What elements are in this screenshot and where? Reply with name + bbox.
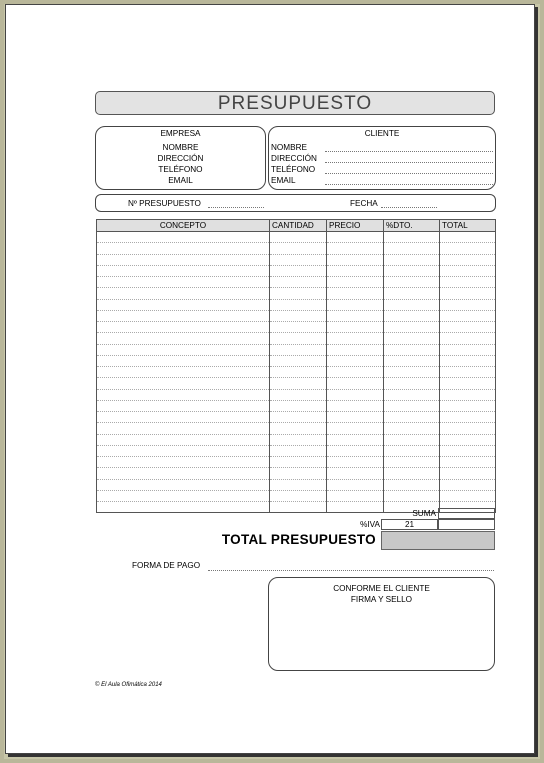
table-cell[interactable] [97, 479, 270, 490]
col-precio: PRECIO [327, 220, 384, 232]
empresa-field-email: EMAIL [168, 176, 193, 185]
table-cell[interactable] [440, 344, 496, 355]
table-cell[interactable] [440, 355, 496, 366]
table-row [97, 468, 496, 479]
table-cell[interactable] [270, 367, 327, 378]
table-row [97, 378, 496, 389]
table-cell[interactable] [384, 479, 440, 490]
page-title: PRESUPUESTO [95, 91, 495, 115]
table-cell[interactable] [97, 265, 270, 276]
table-cell[interactable] [327, 333, 384, 344]
document-page [5, 4, 535, 754]
table-cell[interactable] [270, 344, 327, 355]
table-cell[interactable] [270, 333, 327, 344]
total-presupuesto-label: TOTAL PRESUPUESTO [221, 532, 376, 547]
table-cell[interactable] [440, 412, 496, 423]
table-cell[interactable] [97, 502, 270, 513]
table-cell[interactable] [97, 310, 270, 321]
table-cell[interactable] [97, 367, 270, 378]
table-cell[interactable] [327, 265, 384, 276]
table-cell[interactable] [97, 490, 270, 501]
table-row [97, 490, 496, 501]
table-cell[interactable] [440, 299, 496, 310]
table-cell[interactable] [97, 344, 270, 355]
table-cell[interactable] [327, 490, 384, 501]
table-cell[interactable] [384, 288, 440, 299]
table-cell[interactable] [327, 423, 384, 434]
items-body [97, 232, 496, 513]
table-cell[interactable] [384, 445, 440, 456]
table-cell[interactable] [327, 468, 384, 479]
table-cell[interactable] [97, 389, 270, 400]
table-cell[interactable] [440, 457, 496, 468]
table-cell[interactable] [97, 457, 270, 468]
cliente-field-telefono: TELÉFONO [271, 165, 316, 174]
iva-label: %IVA [360, 520, 380, 529]
suma-label: SUMA [412, 509, 436, 518]
copyright-footer: © El Aula Ofimática 2014 [95, 682, 162, 688]
iva-total-cell[interactable] [438, 519, 495, 530]
table-cell[interactable] [327, 288, 384, 299]
table-cell[interactable] [97, 412, 270, 423]
suma-value-cell[interactable] [438, 508, 495, 519]
table-row [97, 412, 496, 423]
table-cell[interactable] [440, 265, 496, 276]
table-cell[interactable] [270, 445, 327, 456]
conforme-line2: FIRMA Y SELLO [350, 595, 413, 604]
table-cell[interactable] [327, 457, 384, 468]
table-row [97, 355, 496, 366]
table-cell[interactable] [384, 243, 440, 254]
total-presupuesto-value[interactable] [381, 531, 495, 550]
items-table [96, 219, 496, 513]
table-cell[interactable] [270, 243, 327, 254]
table-row [97, 254, 496, 265]
table-cell[interactable] [384, 299, 440, 310]
table-cell[interactable] [270, 468, 327, 479]
table-cell[interactable] [97, 277, 270, 288]
table-cell[interactable] [327, 367, 384, 378]
empresa-field-nombre: NOMBRE [162, 143, 199, 152]
budget-meta-bar [95, 194, 496, 212]
table-cell[interactable] [384, 344, 440, 355]
table-cell[interactable] [440, 434, 496, 445]
table-cell[interactable] [440, 445, 496, 456]
table-cell[interactable] [327, 502, 384, 513]
table-cell[interactable] [270, 412, 327, 423]
col-concepto: CONCEPTO [97, 220, 270, 232]
table-cell[interactable] [440, 232, 496, 243]
items-header-row [97, 220, 496, 232]
iva-value-cell[interactable]: 21 [381, 519, 438, 530]
empresa-heading: EMPRESA [160, 129, 201, 138]
forma-pago-line[interactable] [208, 570, 494, 571]
table-cell[interactable] [97, 445, 270, 456]
table-cell[interactable] [440, 322, 496, 333]
table-cell[interactable] [270, 378, 327, 389]
table-row [97, 423, 496, 434]
table-cell[interactable] [440, 389, 496, 400]
table-cell[interactable] [327, 355, 384, 366]
table-row [97, 400, 496, 411]
table-cell[interactable] [270, 423, 327, 434]
table-cell[interactable] [384, 490, 440, 501]
table-row [97, 389, 496, 400]
table-cell[interactable] [440, 423, 496, 434]
table-cell[interactable] [97, 322, 270, 333]
table-row [97, 265, 496, 276]
table-cell[interactable] [440, 378, 496, 389]
table-cell[interactable] [270, 502, 327, 513]
empresa-field-telefono: TELÉFONO [158, 165, 203, 174]
table-cell[interactable] [327, 412, 384, 423]
table-cell[interactable] [440, 400, 496, 411]
table-cell[interactable] [440, 468, 496, 479]
table-cell[interactable] [440, 367, 496, 378]
table-cell[interactable] [440, 490, 496, 501]
table-row [97, 479, 496, 490]
table-row [97, 232, 496, 243]
table-cell[interactable] [270, 299, 327, 310]
col-total: TOTAL [440, 220, 496, 232]
table-cell[interactable] [440, 479, 496, 490]
table-cell[interactable] [440, 333, 496, 344]
table-row [97, 299, 496, 310]
table-cell[interactable] [270, 265, 327, 276]
table-cell[interactable] [384, 310, 440, 321]
table-cell[interactable] [97, 288, 270, 299]
table-cell[interactable] [384, 412, 440, 423]
table-cell[interactable] [440, 288, 496, 299]
table-cell[interactable] [270, 400, 327, 411]
budget-number-label: Nº PRESUPUESTO [128, 199, 201, 208]
table-cell[interactable] [384, 355, 440, 366]
table-cell[interactable] [270, 232, 327, 243]
table-cell[interactable] [327, 299, 384, 310]
table-cell[interactable] [327, 277, 384, 288]
table-cell[interactable] [440, 243, 496, 254]
table-cell[interactable] [384, 378, 440, 389]
table-row [97, 322, 496, 333]
table-cell[interactable] [327, 310, 384, 321]
table-cell[interactable] [97, 400, 270, 411]
table-row [97, 367, 496, 378]
table-cell[interactable] [327, 434, 384, 445]
table-cell[interactable] [270, 288, 327, 299]
table-cell[interactable] [270, 277, 327, 288]
table-cell[interactable] [440, 310, 496, 321]
cliente-field-direccion: DIRECCIÓN [271, 154, 317, 163]
table-cell[interactable] [270, 322, 327, 333]
table-cell[interactable] [327, 232, 384, 243]
table-cell[interactable] [384, 367, 440, 378]
table-cell[interactable] [97, 355, 270, 366]
table-cell[interactable] [440, 254, 496, 265]
table-cell[interactable] [97, 423, 270, 434]
table-cell[interactable] [384, 434, 440, 445]
table-cell[interactable] [384, 265, 440, 276]
cliente-heading: CLIENTE [364, 129, 400, 138]
conforme-line1: CONFORME EL CLIENTE [333, 584, 430, 593]
table-row [97, 310, 496, 321]
table-row [97, 277, 496, 288]
table-cell[interactable] [270, 355, 327, 366]
table-cell[interactable] [327, 445, 384, 456]
col-dto: %DTO. [384, 220, 440, 232]
table-cell[interactable] [97, 243, 270, 254]
table-row [97, 243, 496, 254]
table-row [97, 434, 496, 445]
col-cantidad: CANTIDAD [270, 220, 327, 232]
table-cell[interactable] [97, 434, 270, 445]
table-cell[interactable] [384, 232, 440, 243]
table-cell[interactable] [97, 254, 270, 265]
table-cell[interactable] [327, 378, 384, 389]
table-cell[interactable] [440, 277, 496, 288]
table-row [97, 445, 496, 456]
table-cell[interactable] [270, 310, 327, 321]
table-cell[interactable] [384, 457, 440, 468]
table-cell[interactable] [270, 389, 327, 400]
table-cell[interactable] [384, 468, 440, 479]
table-row [97, 288, 496, 299]
table-cell[interactable] [97, 333, 270, 344]
cliente-panel [268, 126, 496, 190]
forma-pago-label: FORMA DE PAGO [132, 561, 201, 570]
table-row [97, 344, 496, 355]
table-row [97, 457, 496, 468]
table-cell[interactable] [384, 423, 440, 434]
table-cell[interactable] [270, 479, 327, 490]
cliente-telefono-line[interactable] [325, 173, 493, 174]
table-cell[interactable] [327, 389, 384, 400]
cliente-field-nombre: NOMBRE [271, 143, 307, 152]
table-cell[interactable] [97, 299, 270, 310]
table-cell[interactable] [97, 378, 270, 389]
empresa-field-direccion: DIRECCIÓN [157, 154, 204, 163]
date-line[interactable] [381, 207, 437, 208]
table-cell[interactable] [327, 400, 384, 411]
table-cell[interactable] [384, 333, 440, 344]
table-cell[interactable] [384, 322, 440, 333]
table-cell[interactable] [384, 389, 440, 400]
table-cell[interactable] [270, 457, 327, 468]
cliente-nombre-line[interactable] [325, 151, 493, 152]
table-cell[interactable] [327, 254, 384, 265]
table-cell[interactable] [327, 479, 384, 490]
cliente-email-line[interactable] [325, 184, 493, 185]
empresa-panel [95, 126, 266, 190]
table-cell[interactable] [327, 322, 384, 333]
signature-box[interactable] [268, 577, 495, 671]
budget-number-line[interactable] [208, 207, 264, 208]
table-cell[interactable] [97, 468, 270, 479]
table-cell[interactable] [270, 490, 327, 501]
table-cell[interactable] [270, 434, 327, 445]
date-label: FECHA [350, 199, 378, 208]
table-cell[interactable] [384, 254, 440, 265]
table-cell[interactable] [384, 277, 440, 288]
table-cell[interactable] [384, 400, 440, 411]
cliente-direccion-line[interactable] [325, 162, 493, 163]
table-cell[interactable] [327, 243, 384, 254]
table-row [97, 333, 496, 344]
table-cell[interactable] [270, 254, 327, 265]
cliente-field-email: EMAIL [271, 176, 296, 185]
table-cell[interactable] [327, 344, 384, 355]
table-cell[interactable] [97, 232, 270, 243]
